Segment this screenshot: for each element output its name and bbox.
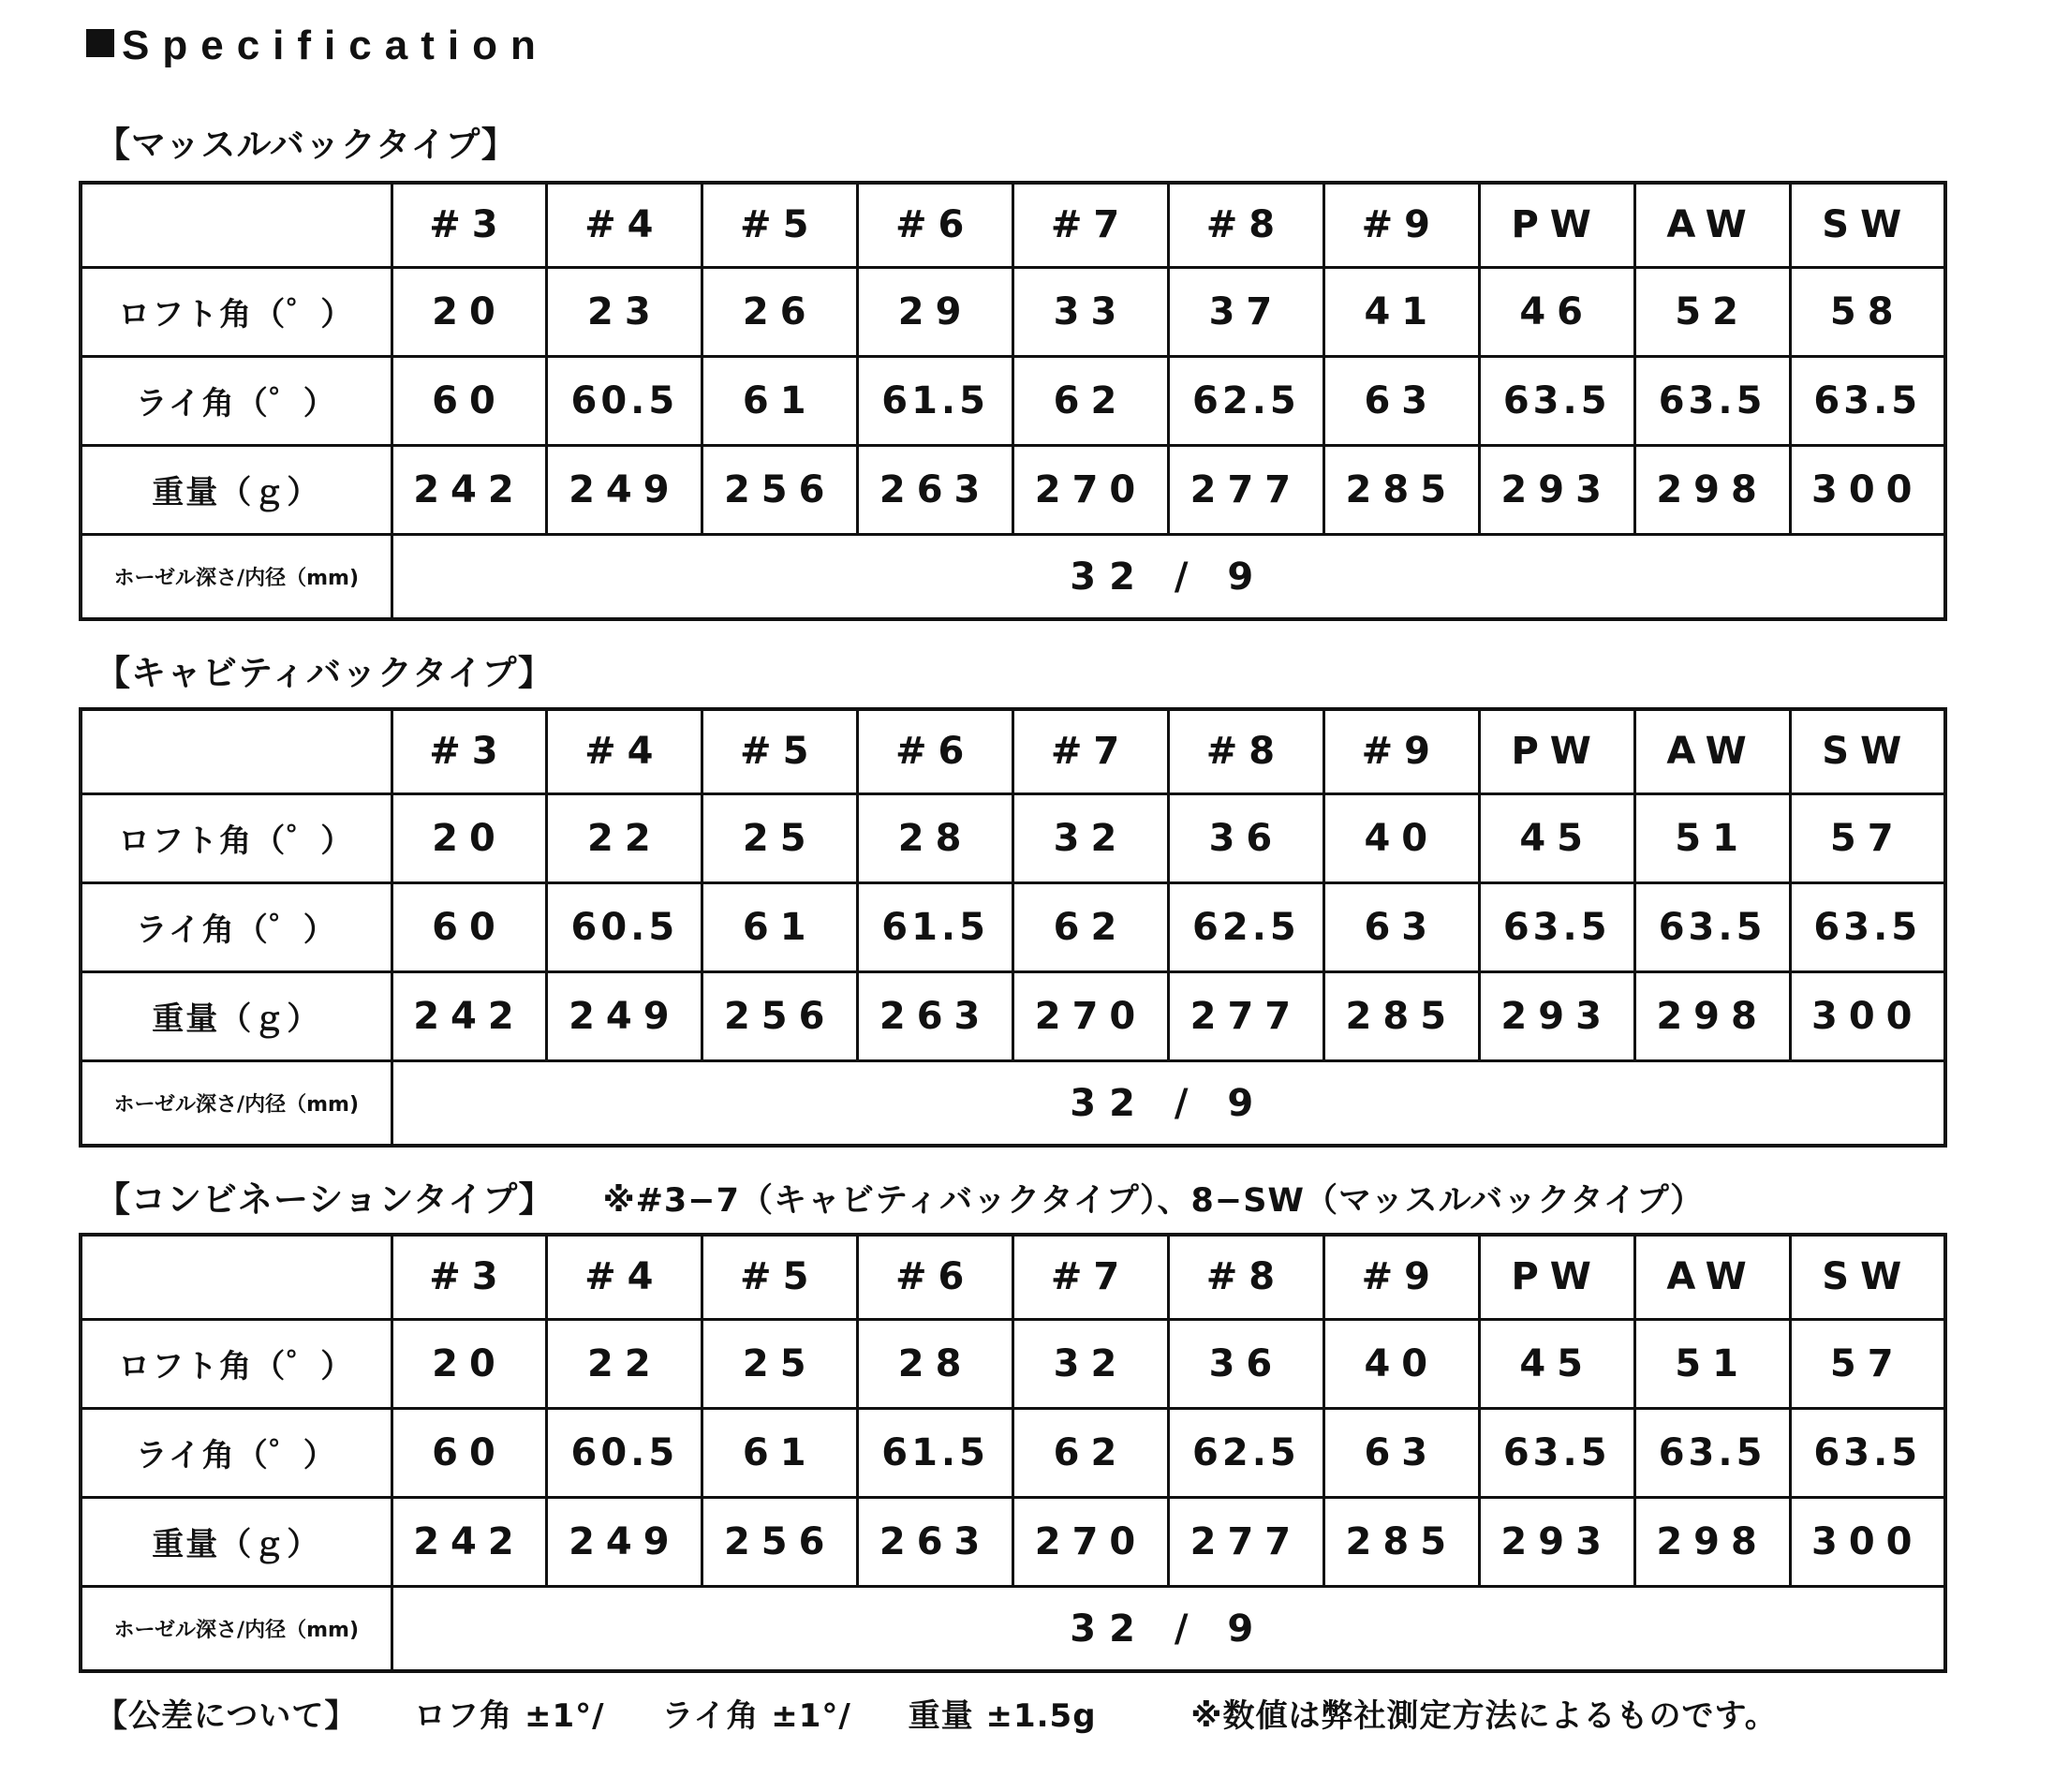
tolerance-lie: ライ角 ±1°/ [661, 1697, 851, 1735]
lie-value-cell: 63.5 [1790, 1408, 1945, 1497]
loft-row [81, 793, 1945, 882]
tolerance-loft: ロフ角 ±1°/ [414, 1697, 605, 1735]
corner-cell [81, 1235, 392, 1319]
weight-value-cell: 285 [1323, 971, 1479, 1060]
spec-table-muscle-back [79, 181, 1947, 621]
lie-value-cell: 62.5 [1168, 356, 1323, 445]
column-header: #3 [392, 1235, 547, 1319]
lie-value-cell: 62.5 [1168, 1408, 1323, 1497]
loft-value-cell: 20 [392, 1319, 547, 1408]
loft-value-cell: 37 [1168, 267, 1323, 356]
column-header: PW [1479, 709, 1634, 793]
lie-value-cell: 63.5 [1634, 356, 1790, 445]
column-header: #4 [547, 1235, 702, 1319]
weight-value-cell: 293 [1479, 971, 1634, 1060]
weight-value-cell: 298 [1634, 445, 1790, 534]
section-heading-combination [96, 1171, 1704, 1222]
column-header: PW [1479, 183, 1634, 267]
weight-value-cell: 263 [858, 1497, 1013, 1586]
weight-value-cell: 277 [1168, 971, 1323, 1060]
weight-value-cell: 285 [1323, 1497, 1479, 1586]
lie-value-cell: 61.5 [858, 1408, 1013, 1497]
page-title [86, 22, 549, 69]
lie-value-cell: 60 [392, 882, 547, 971]
weight-value-cell: 293 [1479, 1497, 1634, 1586]
combination-note: ※#3−7（キャビティバックタイプ）、8−SW（マッスルバックタイプ） [602, 1182, 1705, 1220]
lie-value-cell: 62 [1013, 1408, 1169, 1497]
loft-row [81, 267, 1945, 356]
loft-value-cell: 29 [858, 267, 1013, 356]
column-header: #6 [858, 1235, 1013, 1319]
hosel-row-label: ホーゼル深さ/内径（mm) [81, 1061, 392, 1147]
weight-value-cell: 242 [392, 445, 547, 534]
page-title-text: Specification [122, 22, 549, 68]
weight-value-cell: 249 [547, 1497, 702, 1586]
loft-value-cell: 46 [1479, 267, 1634, 356]
weight-value-cell: 270 [1013, 445, 1169, 534]
loft-value-cell: 36 [1168, 793, 1323, 882]
lie-value-cell: 61 [702, 882, 858, 971]
column-header: #8 [1168, 183, 1323, 267]
hosel-row-label: ホーゼル深さ/内径（mm) [81, 535, 392, 620]
lie-value-cell: 60 [392, 356, 547, 445]
spec-table-combination [79, 1233, 1947, 1673]
column-header: #8 [1168, 709, 1323, 793]
tolerance-note: ※数値は弊社測定方法によるものです。 [1190, 1697, 1778, 1735]
loft-value-cell: 33 [1013, 267, 1169, 356]
hosel-value-cell: 32 / 9 [392, 535, 1945, 620]
weight-row [81, 971, 1945, 1060]
spec-table-cavity-back [79, 707, 1947, 1148]
lie-value-cell: 61.5 [858, 356, 1013, 445]
weight-value-cell: 256 [702, 971, 858, 1060]
loft-value-cell: 52 [1634, 267, 1790, 356]
loft-value-cell: 32 [1013, 793, 1169, 882]
header-row [81, 1235, 1945, 1319]
column-header: #5 [702, 183, 858, 267]
column-header: #7 [1013, 1235, 1169, 1319]
loft-value-cell: 22 [547, 1319, 702, 1408]
loft-value-cell: 51 [1634, 793, 1790, 882]
column-header: #6 [858, 183, 1013, 267]
loft-value-cell: 25 [702, 793, 858, 882]
column-header: #6 [858, 709, 1013, 793]
lie-value-cell: 63 [1323, 882, 1479, 971]
lie-value-cell: 62.5 [1168, 882, 1323, 971]
column-header: #8 [1168, 1235, 1323, 1319]
weight-value-cell: 298 [1634, 971, 1790, 1060]
header-row [81, 709, 1945, 793]
loft-value-cell: 57 [1790, 1319, 1945, 1408]
loft-value-cell: 20 [392, 793, 547, 882]
weight-row-label: 重量（ｇ） [81, 971, 392, 1060]
loft-value-cell: 40 [1323, 1319, 1479, 1408]
lie-value-cell: 60 [392, 1408, 547, 1497]
lie-row-label: ライ角（゜） [81, 356, 392, 445]
section-heading-muscle-back: 【マッスルバックタイプ】 [96, 125, 517, 165]
column-header: #3 [392, 709, 547, 793]
loft-value-cell: 41 [1323, 267, 1479, 356]
tolerance-weight: 重量 ±1.5g [908, 1697, 1097, 1735]
weight-value-cell: 249 [547, 445, 702, 534]
loft-value-cell: 22 [547, 793, 702, 882]
weight-value-cell: 300 [1790, 971, 1945, 1060]
lie-value-cell: 63 [1323, 1408, 1479, 1497]
loft-value-cell: 32 [1013, 1319, 1169, 1408]
header-row [81, 183, 1945, 267]
lie-value-cell: 63.5 [1634, 1408, 1790, 1497]
loft-value-cell: 25 [702, 1319, 858, 1408]
loft-row-label: ロフト角（゜） [81, 793, 392, 882]
weight-value-cell: 249 [547, 971, 702, 1060]
lie-row-label: ライ角（゜） [81, 1408, 392, 1497]
column-header: #3 [392, 183, 547, 267]
hosel-row [81, 1587, 1945, 1672]
lie-value-cell: 61 [702, 1408, 858, 1497]
lie-row [81, 882, 1945, 971]
weight-value-cell: 263 [858, 971, 1013, 1060]
loft-row [81, 1319, 1945, 1408]
hosel-row-label: ホーゼル深さ/内径（mm) [81, 1587, 392, 1672]
column-header: #5 [702, 1235, 858, 1319]
weight-value-cell: 277 [1168, 445, 1323, 534]
hosel-value-cell: 32 / 9 [392, 1061, 1945, 1147]
loft-value-cell: 26 [702, 267, 858, 356]
column-header: #4 [547, 183, 702, 267]
column-header: AW [1634, 709, 1790, 793]
corner-cell [81, 183, 392, 267]
loft-value-cell: 57 [1790, 793, 1945, 882]
column-header: SW [1790, 709, 1945, 793]
weight-value-cell: 298 [1634, 1497, 1790, 1586]
column-header: #5 [702, 709, 858, 793]
loft-value-cell: 45 [1479, 793, 1634, 882]
lie-value-cell: 63.5 [1479, 1408, 1634, 1497]
lie-value-cell: 62 [1013, 356, 1169, 445]
loft-row-label: ロフト角（゜） [81, 1319, 392, 1408]
loft-value-cell: 20 [392, 267, 547, 356]
column-header: AW [1634, 1235, 1790, 1319]
loft-value-cell: 58 [1790, 267, 1945, 356]
lie-value-cell: 63.5 [1479, 356, 1634, 445]
loft-row-label: ロフト角（゜） [81, 267, 392, 356]
column-header: SW [1790, 1235, 1945, 1319]
weight-value-cell: 242 [392, 1497, 547, 1586]
weight-row-label: 重量（ｇ） [81, 1497, 392, 1586]
weight-value-cell: 285 [1323, 445, 1479, 534]
lie-value-cell: 60.5 [547, 1408, 702, 1497]
loft-value-cell: 28 [858, 793, 1013, 882]
weight-value-cell: 256 [702, 1497, 858, 1586]
column-header: #4 [547, 709, 702, 793]
lie-row [81, 1408, 1945, 1497]
lie-value-cell: 61.5 [858, 882, 1013, 971]
column-header: #9 [1323, 183, 1479, 267]
hosel-row [81, 1061, 1945, 1147]
lie-value-cell: 62 [1013, 882, 1169, 971]
lie-value-cell: 63.5 [1479, 882, 1634, 971]
corner-cell [81, 709, 392, 793]
hosel-row [81, 535, 1945, 620]
loft-value-cell: 28 [858, 1319, 1013, 1408]
weight-value-cell: 242 [392, 971, 547, 1060]
loft-value-cell: 51 [1634, 1319, 1790, 1408]
section-heading-cavity-back: 【キャビティバックタイプ】 [96, 653, 554, 693]
weight-value-cell: 256 [702, 445, 858, 534]
column-header: AW [1634, 183, 1790, 267]
weight-value-cell: 300 [1790, 1497, 1945, 1586]
weight-value-cell: 270 [1013, 1497, 1169, 1586]
combination-heading-text: 【コンビネーションタイプ】 [96, 1179, 554, 1220]
column-header: #7 [1013, 183, 1169, 267]
column-header: #7 [1013, 709, 1169, 793]
tolerance-heading: 【公差について】 [96, 1697, 358, 1735]
square-bullet-icon [86, 29, 114, 57]
loft-value-cell: 23 [547, 267, 702, 356]
column-header: #9 [1323, 709, 1479, 793]
lie-row [81, 356, 1945, 445]
weight-value-cell: 293 [1479, 445, 1634, 534]
lie-row-label: ライ角（゜） [81, 882, 392, 971]
lie-value-cell: 63.5 [1790, 882, 1945, 971]
tolerance-line [96, 1690, 1823, 1736]
weight-value-cell: 270 [1013, 971, 1169, 1060]
lie-value-cell: 63.5 [1790, 356, 1945, 445]
lie-value-cell: 60.5 [547, 882, 702, 971]
lie-value-cell: 63 [1323, 356, 1479, 445]
lie-value-cell: 60.5 [547, 356, 702, 445]
lie-value-cell: 61 [702, 356, 858, 445]
weight-value-cell: 277 [1168, 1497, 1323, 1586]
weight-value-cell: 300 [1790, 445, 1945, 534]
weight-row-label: 重量（ｇ） [81, 445, 392, 534]
weight-row [81, 1497, 1945, 1586]
column-header: #9 [1323, 1235, 1479, 1319]
loft-value-cell: 40 [1323, 793, 1479, 882]
loft-value-cell: 45 [1479, 1319, 1634, 1408]
column-header: PW [1479, 1235, 1634, 1319]
loft-value-cell: 36 [1168, 1319, 1323, 1408]
weight-value-cell: 263 [858, 445, 1013, 534]
column-header: SW [1790, 183, 1945, 267]
hosel-value-cell: 32 / 9 [392, 1587, 1945, 1672]
weight-row [81, 445, 1945, 534]
lie-value-cell: 63.5 [1634, 882, 1790, 971]
